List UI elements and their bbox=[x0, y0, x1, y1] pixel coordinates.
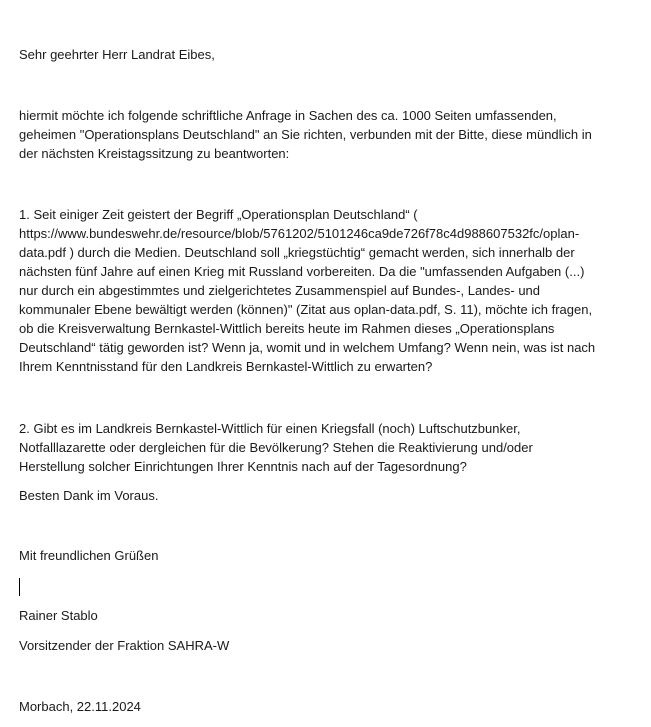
signer-name-text: Rainer Stablo bbox=[19, 608, 98, 623]
intro-paragraph bbox=[19, 106, 629, 163]
question-1-line: https://www.bundeswehr.de/resource/blob/5761202/5101246ca9de726f78c4d988607532fc/oplan- bbox=[19, 226, 580, 241]
question-1-line: Ihrem Kenntnisstand für den Landkreis Bernkastel-Wittlich zu erwarten? bbox=[19, 359, 433, 374]
question-2-paragraph bbox=[19, 419, 629, 476]
question-1-line: ob die Kreisverwaltung Bernkastel-Wittlich bereits heute im Rahmen dieses „Operationsplans bbox=[19, 321, 555, 336]
intro-line: geheimen "Operationsplans Deutschland" an Sie richten, verbunden mit der Bitte, diese mündlich in bbox=[19, 127, 592, 142]
intro-line: der nächsten Kreistagssitzung zu beantworten: bbox=[19, 146, 290, 161]
signer-name bbox=[19, 606, 629, 625]
question-1-line: 1. Seit einiger Zeit geistert der Begriff „Operationsplan Deutschland“ ( bbox=[19, 207, 418, 222]
question-2-line: 2. Gibt es im Landkreis Bernkastel-Wittlich für einen Kriegsfall (noch) Luftschutzbunker, bbox=[19, 421, 521, 436]
question-1-line: kommunaler Ebene bewältigt werden (können)" (Zitat aus oplan-data.pdf, S. 11), möchte ich fragen, bbox=[19, 302, 593, 317]
signer-title-text: Vorsitzender der Fraktion SAHRA-W bbox=[19, 638, 230, 653]
thanks-text: Besten Dank im Voraus. bbox=[19, 488, 159, 503]
intro-line: hiermit möchte ich folgende schriftliche Anfrage in Sachen des ca. 1000 Seiten umfassenden, bbox=[19, 108, 557, 123]
question-1-line: data.pdf ) durch die Medien. Deutschland soll „kriegstüchtig“ gemacht werden, sich innerhalb der bbox=[19, 245, 575, 260]
closing-line bbox=[19, 546, 629, 565]
text-cursor bbox=[19, 578, 20, 596]
salutation-text: Sehr geehrter Herr Landrat Eibes, bbox=[19, 47, 215, 62]
question-2-line: Herstellung solcher Einrichtungen Ihrer Kenntnis nach auf der Tagesordnung? bbox=[19, 459, 467, 474]
question-1-line: nächsten fünf Jahre auf einen Krieg mit Russland vorbereiten. Da die "umfassenden Aufgaben (...) bbox=[19, 264, 585, 279]
question-1-line: nur durch ein abgestimmtes und zielgerichtetes Zusammenspiel auf Bundes-, Landes- und bbox=[19, 283, 541, 298]
place-date bbox=[19, 697, 629, 716]
signer-title bbox=[19, 636, 629, 655]
question-2-line: Notfalllazarette oder dergleichen für die Bevölkerung? Stehen die Reaktivierung und/oder bbox=[19, 440, 533, 455]
question-1-paragraph bbox=[19, 205, 629, 376]
question-1-line: Deutschland“ tätig geworden ist? Wenn ja, womit und in welchem Umfang? Wenn nein, was ist nach bbox=[19, 340, 596, 355]
salutation bbox=[19, 45, 629, 64]
place-date-text: Morbach, 22.11.2024 bbox=[19, 699, 141, 714]
thanks-line bbox=[19, 486, 629, 505]
closing-text: Mit freundlichen Grüßen bbox=[19, 548, 159, 563]
